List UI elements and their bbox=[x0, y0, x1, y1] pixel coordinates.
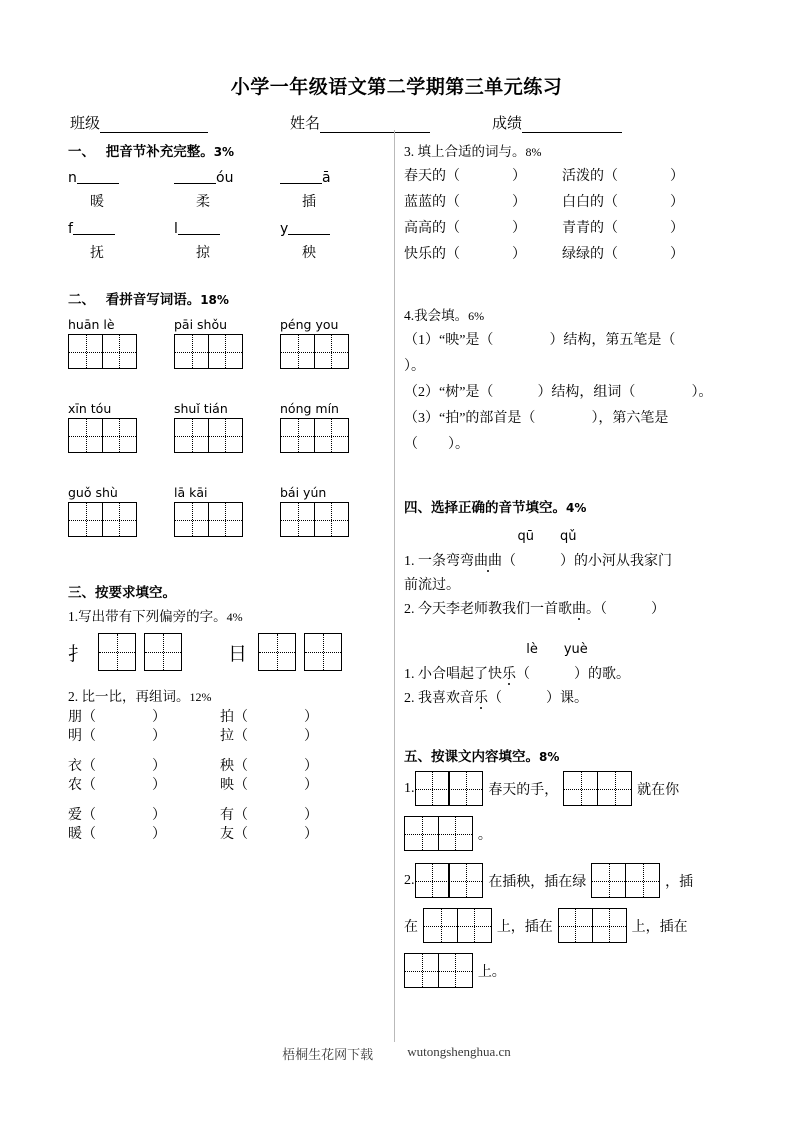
fill-question-3[interactable] bbox=[404, 406, 730, 432]
radical-hand: 扌 bbox=[68, 642, 88, 665]
section-2-heading bbox=[68, 288, 386, 308]
word-pinyin: guǒ shù bbox=[68, 485, 118, 500]
paren-close: ） bbox=[670, 195, 684, 210]
class-blank[interactable] bbox=[100, 117, 208, 133]
phrase-text: 白白的（ bbox=[562, 195, 618, 210]
q3-part1: （3）“拍”的部首是（ bbox=[404, 411, 536, 426]
phrase-text: 青青的（ bbox=[562, 221, 618, 236]
sub4-text: 4.我会填。 bbox=[404, 308, 469, 323]
q2-lead: 2. 今天李老师教我们一首歌 bbox=[404, 602, 572, 617]
q3-part4: ）。 bbox=[448, 437, 469, 452]
pinyin-item bbox=[280, 170, 386, 211]
pair-cell[interactable]: 拉（ ） bbox=[220, 729, 318, 744]
tianzige-2cell[interactable] bbox=[174, 334, 280, 369]
section-4-heading bbox=[404, 496, 730, 516]
pair-char: 衣 bbox=[68, 759, 82, 774]
pair-cell[interactable]: 爱（ ） bbox=[68, 808, 166, 823]
fill-question-1[interactable] bbox=[404, 328, 730, 380]
pair-line bbox=[68, 727, 386, 746]
word-item bbox=[174, 401, 280, 453]
section-5-number: 五、 bbox=[404, 749, 431, 765]
pinyin-blank-2[interactable] bbox=[174, 170, 280, 186]
q1-part1: （1）“映”是（ bbox=[404, 333, 494, 348]
paren-open: （ bbox=[516, 667, 530, 682]
pinyin-item bbox=[68, 221, 174, 262]
pinyin-hanzi: 掠 bbox=[196, 246, 210, 261]
q1-label: 1. bbox=[404, 780, 415, 796]
tianzige-2cell[interactable] bbox=[280, 334, 386, 369]
pair-cell[interactable]: 明（ ） bbox=[68, 729, 166, 744]
q1-text1: 春天的手， bbox=[488, 782, 559, 798]
phrase-text: 蓝蓝的（ bbox=[404, 195, 460, 210]
pinyin-item bbox=[174, 170, 280, 211]
phrase-cell[interactable] bbox=[562, 190, 720, 216]
q1-part2: ）结构，第五笔是（ bbox=[549, 333, 676, 348]
pinyin-row-2 bbox=[68, 221, 386, 262]
pair-char: 拉 bbox=[220, 729, 234, 744]
column-divider bbox=[394, 130, 395, 1042]
emphasis-dot-char: 乐 bbox=[474, 691, 488, 706]
q2-text4: 上，插在 bbox=[496, 919, 553, 935]
tianzige-2cell[interactable] bbox=[68, 502, 174, 537]
footer-site-url: wutongshenghua.cn bbox=[407, 1044, 511, 1059]
section-5-title: 按课文内容填空。 bbox=[431, 749, 539, 765]
section-4-title: 选择正确的音节填空。 bbox=[431, 500, 566, 516]
fill-question-list bbox=[404, 328, 730, 458]
choice-options-1 bbox=[404, 529, 730, 544]
paren-close: ） bbox=[651, 602, 665, 617]
pair-char: 友 bbox=[220, 827, 234, 842]
section-4-number: 四、 bbox=[404, 500, 431, 516]
section4-q1[interactable] bbox=[404, 550, 730, 574]
fill-question-2[interactable] bbox=[404, 380, 730, 406]
phrase-row bbox=[404, 164, 730, 190]
footer-site-cn: 梧桐生花网下载 bbox=[282, 1047, 374, 1062]
pair-cell[interactable]: 有（ ） bbox=[220, 808, 318, 823]
tianzige-answer-3[interactable] bbox=[258, 633, 296, 671]
tianzige-answer-1[interactable] bbox=[98, 633, 136, 671]
section-3-title: 按要求填空。 bbox=[95, 585, 176, 601]
paren-close: ） bbox=[512, 169, 526, 184]
section5-q1 bbox=[404, 771, 730, 851]
pinyin-hanzi: 插 bbox=[302, 195, 316, 210]
paren-open: （ bbox=[488, 691, 502, 706]
s5-q2-line1 bbox=[404, 863, 730, 898]
tianzige-blank[interactable] bbox=[591, 863, 660, 898]
pair-cell[interactable]: 朋（ ） bbox=[68, 710, 166, 725]
pinyin-prefix: y bbox=[280, 221, 289, 237]
phrase-cell[interactable] bbox=[404, 164, 562, 190]
pair-char: 朋 bbox=[68, 710, 82, 725]
word-pinyin: shuǐ tián bbox=[174, 401, 228, 416]
section-2-points: 18% bbox=[200, 293, 229, 307]
sub2-text: 2. 比一比，再组词。 bbox=[68, 689, 190, 704]
pinyin-hanzi: 秧 bbox=[302, 246, 316, 261]
q2-tail: ）课。 bbox=[546, 691, 588, 706]
q2-text3: 在 bbox=[404, 919, 418, 935]
q2-part2: ）结构，组词（ bbox=[537, 385, 636, 400]
q2-text5: 上，插在 bbox=[631, 919, 688, 935]
choice-yue[interactable]: yuè bbox=[563, 642, 588, 657]
pair-line bbox=[68, 757, 386, 776]
pinyin-item bbox=[174, 221, 280, 262]
name-label: 姓名 bbox=[290, 116, 321, 132]
section4-g2-q1[interactable] bbox=[404, 663, 730, 687]
section-5-heading bbox=[404, 745, 730, 765]
section4-q1-cont: 前流过。 bbox=[404, 578, 460, 593]
section-3-sub2 bbox=[68, 685, 386, 705]
pair-cell[interactable]: 友（ ） bbox=[220, 827, 318, 842]
pair-line bbox=[68, 806, 386, 825]
word-pinyin: lā kāi bbox=[174, 485, 208, 500]
sub3-points: 8% bbox=[525, 145, 542, 159]
pinyin-hanzi: 柔 bbox=[196, 195, 210, 210]
tianzige-2cell[interactable] bbox=[68, 334, 174, 369]
pinyin-hanzi: 抚 bbox=[90, 246, 104, 261]
word-grid bbox=[68, 317, 386, 537]
word-pinyin: huān lè bbox=[68, 317, 115, 332]
q1-part3: ）。 bbox=[404, 359, 425, 374]
pinyin-hanzi: 暖 bbox=[90, 195, 104, 210]
q1-lead: 1. 小合唱起了快 bbox=[404, 667, 502, 682]
pair-line bbox=[68, 776, 386, 795]
s5-q2-line3 bbox=[404, 953, 730, 988]
word-item bbox=[280, 485, 386, 537]
section-1-points: 3% bbox=[213, 145, 235, 159]
pinyin-prefix: l bbox=[174, 221, 178, 237]
pair-cell[interactable]: 拍（ ） bbox=[220, 710, 318, 725]
pair-char: 映 bbox=[220, 778, 234, 793]
word-item bbox=[174, 317, 280, 369]
sub4-points: 6% bbox=[468, 309, 485, 323]
section-2-number: 二、 bbox=[68, 292, 95, 308]
pinyin-blank-3[interactable] bbox=[280, 170, 386, 186]
pair-char: 暖 bbox=[68, 827, 82, 842]
tianzige-2cell[interactable] bbox=[280, 418, 386, 453]
q2-part1: （2）“树”是（ bbox=[404, 385, 494, 400]
score-label: 成绩 bbox=[492, 116, 523, 132]
word-item bbox=[280, 317, 386, 369]
fill-question-3-cont[interactable] bbox=[404, 432, 730, 458]
section-3-heading bbox=[68, 581, 386, 601]
paren-close: ） bbox=[670, 247, 684, 262]
s5-q2-line2 bbox=[404, 908, 730, 943]
word-item bbox=[68, 401, 174, 453]
q3-part3: （ bbox=[404, 437, 418, 452]
pair-cell[interactable]: 秧（ ） bbox=[220, 759, 318, 774]
phrase-cell[interactable] bbox=[562, 164, 720, 190]
left-column bbox=[68, 140, 386, 855]
section-1-heading bbox=[68, 140, 386, 160]
phrase-cell[interactable] bbox=[562, 242, 720, 268]
pair-char: 秧 bbox=[220, 759, 234, 774]
tianzige-blank[interactable] bbox=[415, 771, 484, 806]
pair-char: 有 bbox=[220, 808, 234, 823]
pair-cell[interactable]: 农（ ） bbox=[68, 778, 166, 793]
word-row bbox=[68, 485, 386, 537]
section-1-number: 一、 bbox=[68, 144, 95, 160]
q2-lead: 2. 我喜欢音 bbox=[404, 691, 474, 706]
tianzige-blank[interactable] bbox=[563, 771, 632, 806]
phrase-text: 活泼的（ bbox=[562, 169, 618, 184]
pair-line bbox=[68, 825, 386, 844]
word-pair-exercise bbox=[68, 685, 386, 844]
pinyin-row-1 bbox=[68, 170, 386, 211]
sub1-points: 4% bbox=[226, 610, 243, 624]
pinyin-prefix: f bbox=[68, 221, 73, 237]
tianzige-2cell[interactable] bbox=[68, 418, 174, 453]
paren-open: 。（ bbox=[586, 602, 607, 617]
tianzige-2cell[interactable] bbox=[174, 418, 280, 453]
tianzige-answer-4[interactable] bbox=[304, 633, 342, 671]
emphasis-dot-char: 乐 bbox=[502, 667, 516, 682]
phrase-row bbox=[404, 242, 730, 268]
sub3-text: 3. 填上合适的词与。 bbox=[404, 144, 526, 159]
tianzige-blank[interactable] bbox=[558, 908, 627, 943]
pair-block bbox=[68, 757, 386, 795]
tianzige-blank[interactable] bbox=[404, 953, 473, 988]
phrase-cell[interactable] bbox=[562, 216, 720, 242]
pair-block bbox=[68, 806, 386, 844]
q1-tail: ）的小河从我家门 bbox=[560, 554, 672, 569]
choice-qu3[interactable]: qǔ bbox=[560, 529, 577, 544]
paren-close: ） bbox=[670, 221, 684, 236]
section-3-number: 三、 bbox=[68, 585, 95, 601]
phrase-row bbox=[404, 190, 730, 216]
sub2-points: 12% bbox=[189, 690, 212, 704]
q1-tail: ）的歌。 bbox=[574, 667, 630, 682]
emphasis-dot-char: 曲 bbox=[572, 602, 586, 617]
paren-close: ） bbox=[670, 169, 684, 184]
choice-options-2 bbox=[404, 642, 730, 657]
word-row bbox=[68, 401, 386, 453]
pinyin-item bbox=[280, 221, 386, 262]
word-pinyin: xīn tóu bbox=[68, 401, 112, 416]
tianzige-answer-2[interactable] bbox=[144, 633, 182, 671]
page-footer bbox=[0, 1044, 793, 1063]
sub1-text: 1.写出带有下列偏旁的字。 bbox=[68, 609, 227, 624]
section-4-points: 4% bbox=[566, 501, 587, 515]
section-3-sub3 bbox=[404, 140, 730, 160]
word-row bbox=[68, 317, 386, 369]
tianzige-blank[interactable] bbox=[415, 863, 484, 898]
phrase-cell[interactable] bbox=[404, 190, 562, 216]
word-item bbox=[280, 401, 386, 453]
section-3-sub1 bbox=[68, 605, 386, 625]
score-blank[interactable] bbox=[522, 117, 622, 133]
pinyin-suffix: óu bbox=[216, 170, 234, 186]
q2-text1: 在插秧，插在绿 bbox=[488, 874, 587, 890]
right-column bbox=[404, 140, 730, 988]
phrase-text: 快乐的（ bbox=[404, 247, 460, 262]
phrase-text: 春天的（ bbox=[404, 169, 460, 184]
pair-cell[interactable]: 映（ ） bbox=[220, 778, 318, 793]
tianzige-2cell[interactable] bbox=[280, 502, 386, 537]
pinyin-prefix: n bbox=[68, 170, 77, 186]
paren-close: ） bbox=[512, 221, 526, 236]
pair-char: 明 bbox=[68, 729, 82, 744]
q1-lead: 1. 一条弯弯 bbox=[404, 554, 474, 569]
word-pinyin: pāi shǒu bbox=[174, 317, 228, 332]
section-5-points: 8% bbox=[539, 750, 560, 764]
word-item bbox=[68, 317, 174, 369]
section-1-title: 把音节补充完整。 bbox=[105, 144, 214, 160]
pinyin-item bbox=[68, 170, 174, 211]
phrase-row bbox=[404, 216, 730, 242]
emphasis-dot-char: 曲曲 bbox=[474, 554, 502, 569]
section-2-title: 看拼音写词语。 bbox=[105, 292, 201, 308]
word-item bbox=[68, 485, 174, 537]
tianzige-2cell[interactable] bbox=[174, 502, 280, 537]
section-3-sub4 bbox=[404, 304, 730, 324]
paren-open: （ bbox=[502, 554, 516, 569]
page-title: 小学一年级语文第二学期第三单元练习 bbox=[230, 76, 563, 98]
word-pinyin: péng you bbox=[280, 317, 339, 332]
pair-cell[interactable]: 暖（ ） bbox=[68, 827, 166, 842]
paren-close: ） bbox=[512, 195, 526, 210]
s5-q1-line1 bbox=[404, 771, 730, 806]
pair-char: 拍 bbox=[220, 710, 234, 725]
word-pinyin: nóng mín bbox=[280, 401, 339, 416]
q1-text2: 就在你 bbox=[637, 782, 680, 798]
phrase-cell[interactable] bbox=[404, 242, 562, 268]
pair-cell[interactable]: 衣（ ） bbox=[68, 759, 166, 774]
section5-q2 bbox=[404, 863, 730, 988]
q2-label: 2. bbox=[404, 872, 415, 888]
word-item bbox=[174, 485, 280, 537]
section4-q2[interactable] bbox=[404, 598, 730, 622]
pair-char: 农 bbox=[68, 778, 82, 793]
class-label: 班级 bbox=[70, 116, 101, 132]
phrase-text: 绿绿的（ bbox=[562, 247, 618, 262]
choice-le[interactable]: lè bbox=[526, 642, 538, 657]
tianzige-blank[interactable] bbox=[404, 816, 473, 851]
pinyin-blank-4[interactable] bbox=[68, 221, 174, 237]
s5-q1-line2 bbox=[404, 816, 730, 851]
phrase-fill-list bbox=[404, 164, 730, 268]
name-blank[interactable] bbox=[320, 117, 430, 133]
pinyin-blank-6[interactable] bbox=[280, 221, 386, 237]
pinyin-suffix: ā bbox=[322, 170, 331, 186]
paren-close: ） bbox=[512, 247, 526, 262]
phrase-text: 高高的（ bbox=[404, 221, 460, 236]
phrase-cell[interactable] bbox=[404, 216, 562, 242]
q2-text6: 上。 bbox=[477, 964, 506, 980]
pinyin-blank-5[interactable] bbox=[174, 221, 280, 237]
q2-text2: ，插 bbox=[665, 874, 694, 890]
student-info-header bbox=[70, 112, 730, 133]
tianzige-blank[interactable] bbox=[423, 908, 492, 943]
choice-qu1[interactable]: qū bbox=[517, 529, 534, 544]
word-pinyin: bái yún bbox=[280, 485, 327, 500]
radical-row bbox=[68, 633, 386, 671]
pair-block bbox=[68, 708, 386, 746]
radical-sun: 日 bbox=[228, 642, 248, 665]
pair-line bbox=[68, 708, 386, 727]
q1-text3: 。 bbox=[477, 827, 492, 843]
section4-g2-q2[interactable] bbox=[404, 687, 730, 711]
pair-char: 爱 bbox=[68, 808, 82, 823]
q3-part2: ），第六笔是 bbox=[591, 411, 669, 426]
pinyin-blank-1[interactable] bbox=[68, 170, 174, 186]
q2-part3: ）。 bbox=[691, 385, 713, 400]
